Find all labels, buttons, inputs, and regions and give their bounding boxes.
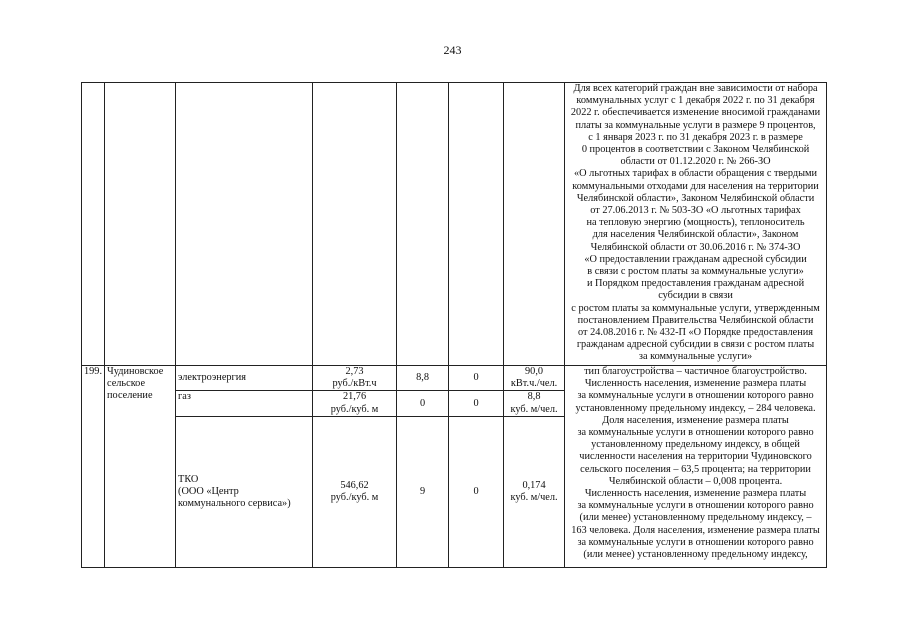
note-line: 163 человека. Доля населения, изменение размера платы xyxy=(571,524,820,536)
top-note-cell xyxy=(565,83,827,366)
note-line: установленному предельному индексу, в общей xyxy=(591,439,800,451)
tariff-unit: руб./куб. м xyxy=(330,403,379,415)
note-line: за коммунальные услуги в отношении которого равно xyxy=(577,427,814,439)
note-line: коммунальных услуг с 1 декабря 2022 г. по 31 декабря xyxy=(576,95,815,107)
cell-empty xyxy=(504,83,565,366)
settlement-name: Чудиновское сельское поселение xyxy=(105,366,176,568)
note-line: «О льготных тарифах в области обращения с твердыми xyxy=(574,168,818,180)
note-line: установленному предельному индексу, – 284 человека. xyxy=(575,402,816,414)
note-line: с ростом платы за коммунальные услуги, утвержденным xyxy=(571,302,820,314)
note-line: с 1 января 2023 г. по 31 декабря 2023 г. в размере xyxy=(588,131,803,143)
note-line: Челябинской области», Законом Челябинской области xyxy=(576,192,815,204)
note-line: Челябинской области от 30.06.2016 г. № 374-ЗО xyxy=(590,241,801,253)
note-line: «О предоставлении гражданам адресной субсидии xyxy=(584,253,807,265)
cell-empty xyxy=(313,83,397,366)
note-line: 2022 г. обеспечивается изменение вносимой гражданами xyxy=(570,107,821,119)
note-line: Численность населения, изменение размера платы xyxy=(584,488,807,500)
service-name-cell xyxy=(176,416,313,567)
service-name: электроэнергия xyxy=(176,366,313,391)
index-value: 8,8 xyxy=(397,366,449,391)
volume-value: 90,0 xyxy=(525,366,544,377)
note-line: Челябинской области – 0,008 процента. xyxy=(608,475,783,487)
change-value: 0 xyxy=(449,416,504,567)
tariff-unit: руб./куб. м xyxy=(330,491,379,503)
note-line: за коммунальные услуги в отношении которого равно xyxy=(577,536,814,548)
change-value: 0 xyxy=(449,391,504,416)
table-row-continuation xyxy=(82,83,827,366)
note-line: Доля населения, изменение размера платы xyxy=(602,414,789,426)
tariff-cell xyxy=(313,366,397,391)
index-value: 9 xyxy=(397,416,449,567)
tariff-unit: руб./кВт.ч xyxy=(332,378,377,390)
note-line: тип благоустройства – частичное благоустройство. xyxy=(584,366,807,377)
table-row-electricity xyxy=(82,366,827,391)
note-line: от 27.06.2013 г. № 503-ЗО «О льготных тарифах xyxy=(590,205,801,217)
note-line: коммунальными отходами для населения на территории xyxy=(572,180,819,192)
note-line: на тепловую энергию (мощность), теплоноситель xyxy=(586,217,805,229)
note-line: за коммунальные услуги в отношении которого равно xyxy=(577,500,814,512)
service-provider: (ООО «Центр xyxy=(178,485,239,497)
volume-cell xyxy=(504,391,565,416)
note-line: области от 01.12.2020 г. № 266-ЗО xyxy=(620,156,771,168)
volume-unit: куб. м/чел. xyxy=(510,403,558,415)
volume-unit: кВт.ч./чел. xyxy=(510,378,558,390)
note-line: платы за коммунальные услуги в размере 9 процентов, xyxy=(575,119,816,131)
volume-value: 8,8 xyxy=(527,391,541,403)
tariff-value: 21,76 xyxy=(342,391,367,403)
note-line: численности населения на территории Чудиновского xyxy=(579,451,812,463)
note-line: (или менее) установленному предельному индексу, xyxy=(583,549,808,561)
cell-empty xyxy=(176,83,313,366)
note-line: Для всех категорий граждан вне зависимости от набора xyxy=(573,83,818,94)
volume-cell xyxy=(504,416,565,567)
row-number: 199. xyxy=(82,366,105,568)
note-line: субсидии в связи xyxy=(658,290,733,302)
tariff-value: 546,62 xyxy=(340,479,369,491)
service-provider: коммунального сервиса») xyxy=(178,497,291,509)
note-line: от 24.08.2016 г. № 432-П «О Порядке предоставления xyxy=(578,327,813,339)
note-line: постановлением Правительства Челябинской области xyxy=(577,314,814,326)
settlement-note-cell xyxy=(565,366,827,568)
note-line: Численность населения, изменение размера платы xyxy=(584,378,807,390)
index-value: 0 xyxy=(397,391,449,416)
cell-empty xyxy=(105,83,176,366)
change-value: 0 xyxy=(449,366,504,391)
cell-empty xyxy=(449,83,504,366)
page-number: 243 xyxy=(443,43,462,57)
tariff-table xyxy=(81,82,827,568)
note-line: гражданам адресной субсидии в связи с ростом платы xyxy=(576,339,815,351)
note-line: 0 процентов в соответствии с Законом Челябинской xyxy=(581,144,810,156)
tariff-cell xyxy=(313,391,397,416)
tariff-cell xyxy=(313,416,397,567)
cell-empty xyxy=(82,83,105,366)
note-line: за коммунальные услуги» xyxy=(638,351,753,363)
cell-empty xyxy=(397,83,449,366)
service-name: ТКО xyxy=(178,473,199,485)
note-line: для населения Челябинской области», Законом xyxy=(592,229,799,241)
note-line: сельского поселения – 63,5 процента; на территории xyxy=(580,463,811,475)
note-line: в связи с ростом платы за коммунальные услуги» xyxy=(587,266,804,278)
note-line: (или менее) установленному предельному индексу, – xyxy=(579,512,812,524)
volume-cell xyxy=(504,366,565,391)
note-line: и Порядком предоставления гражданам адресной xyxy=(586,278,805,290)
tariff-value: 2,73 xyxy=(345,366,364,377)
note-line: за коммунальные услуги в отношении которого равно xyxy=(577,390,814,402)
volume-value: 0,174 xyxy=(522,479,546,491)
volume-unit: куб. м/чел. xyxy=(510,491,558,503)
service-name: газ xyxy=(176,391,313,416)
